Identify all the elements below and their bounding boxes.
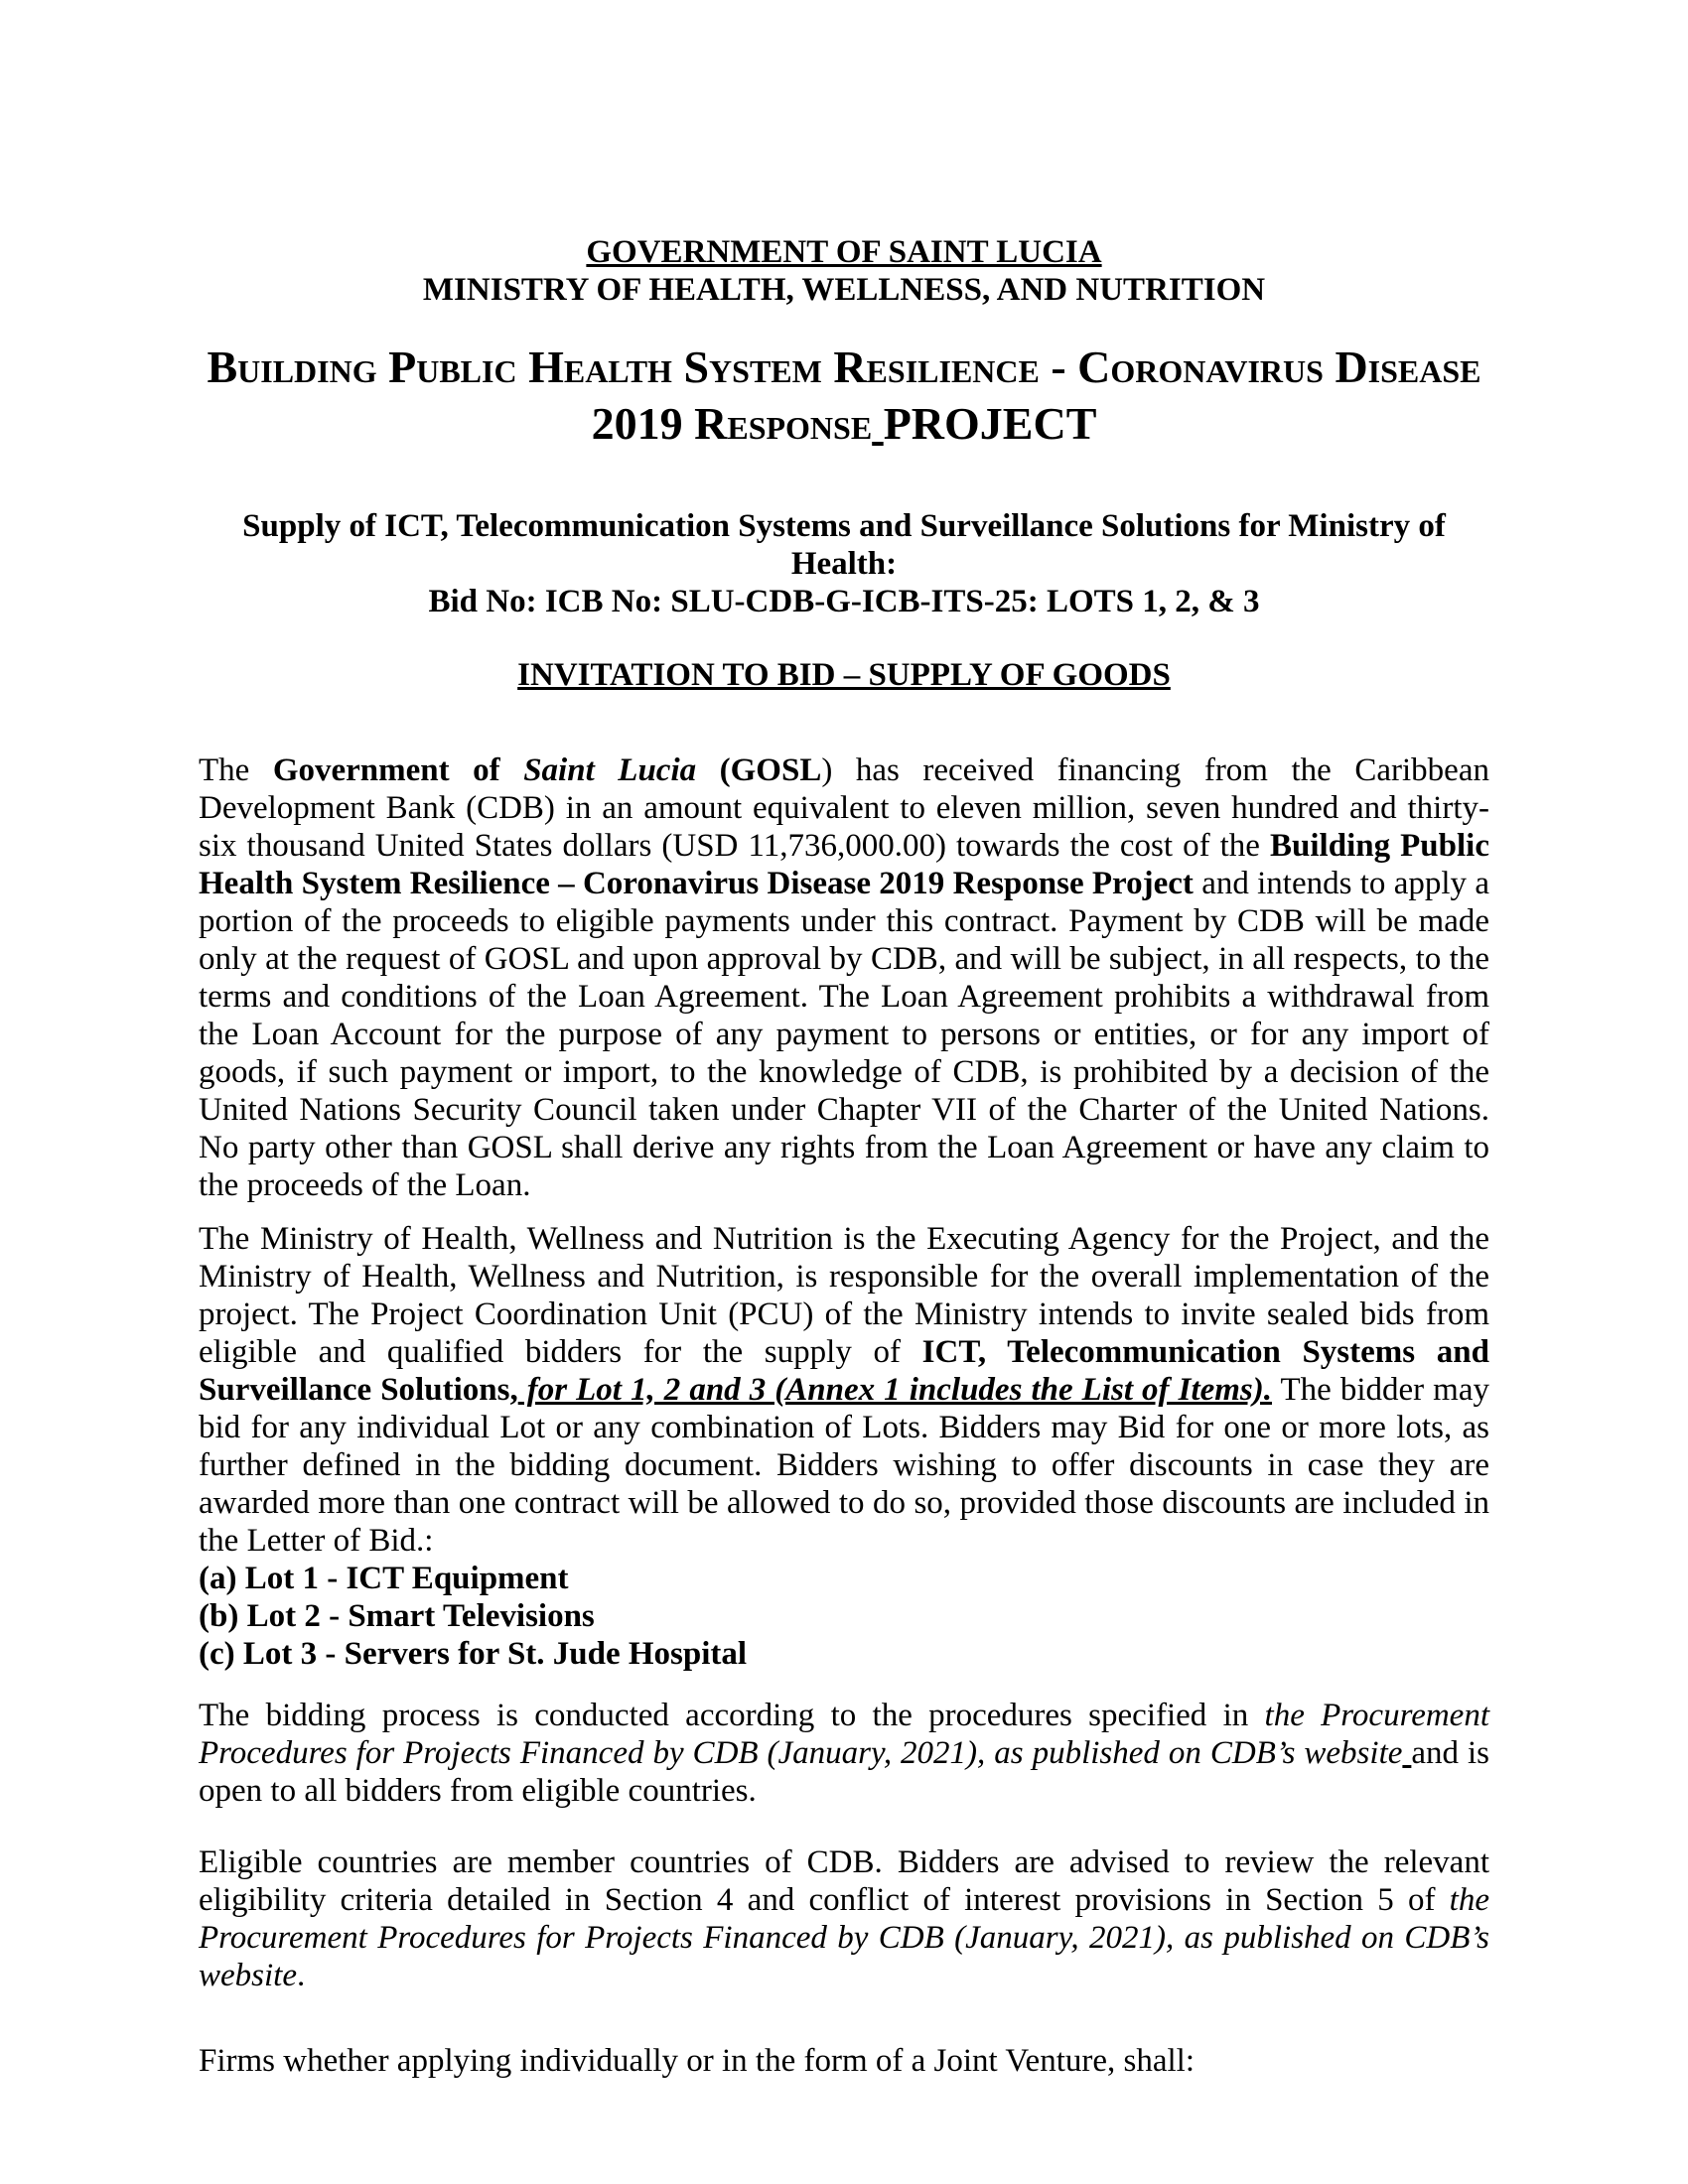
bidding-process-paragraph: The bidding process is conducted according to the procedures specified in the Procurement Procedures for Projects Financed by CDB (January, 2021), as published on CDB’s website and is open to all bidders from eligible countries. [199, 1698, 1490, 1809]
eligible-countries-paragraph: Eligible countries are member countries of CDB. Bidders are advised to review the relevant eligibility criteria detailed in Section 4 and conflict of interest provisions in Section 5 of the Procurement Procedures for Projects Financed by CDB (January, 2021), as published on CDB’s website. [199, 1844, 1489, 1993]
lot-item-2: (b) Lot 2 - Smart Televisions [199, 1598, 595, 1634]
project-title [129, 339, 1559, 452]
project-title-line2: 2019 Response PROJECT [591, 398, 1097, 449]
bid-number-line: Bid No: ICB No: SLU-CDB-G-ICB-ITS-25: LOTS 1, 2, & 3 [428, 584, 1260, 619]
supply-subtitle-line: Supply of ICT, Telecommunication Systems and Surveillance Solutions for Ministry of Health: [242, 508, 1446, 582]
ministry-heading: MINISTRY OF HEALTH, WELLNESS, AND NUTRITION [422, 272, 1266, 308]
invitation-heading: INVITATION TO BID – SUPPLY OF GOODS [517, 657, 1171, 693]
document-header [199, 233, 1489, 309]
lot-item-1: (a) Lot 1 - ICT Equipment [199, 1561, 569, 1596]
bid-subtitle [199, 507, 1489, 620]
firms-paragraph: Firms whether applying individually or in the form of a Joint Venture, shall: [199, 2043, 1195, 2079]
lot-item-3: (c) Lot 3 - Servers for St. Jude Hospital [199, 1636, 748, 1672]
project-title-line1: Building Public Health System Resilience - Coronavirus Disease [207, 341, 1481, 392]
executing-agency-paragraph: The Ministry of Health, Wellness and Nutrition is the Executing Agency for the Project, and the Ministry of Health, Wellness and Nutrition, is responsible for the overall implementation of the project. The Project Coordination Unit (PCU) of the Ministry intends to invite sealed bids from eligible and qualified bidders for the supply of ICT, Telecommunication Systems and Surveillance Solutions, for Lot 1, 2 and 3 (Annex 1 includes the List of Items). The bidder may bid for any individual Lot or any combination of Lots. Bidders may Bid for one or more lots, as further defined in the bidding document. Bidders wishing to offer discounts in case they are awarded more than one contract will be allowed to do so, provided those discounts are included in the Letter of Bid.: [199, 1221, 1489, 1559]
government-heading: GOVERNMENT OF SAINT LUCIA [586, 234, 1102, 270]
financing-paragraph: The Government of Saint Lucia (GOSL) has received financing from the Caribbean Development Bank (CDB) in an amount equivalent to eleven million, seven hundred and thirty-six thousand United States dollars (USD 11,736,000.00) towards the cost of the Building Public Health System Resilience – Coronavirus Disease 2019 Response Project and intends to apply a portion of the proceeds to eligible payments under this contract. Payment by CDB will be made only at the request of GOSL and upon approval by CDB, and will be subject, in all respects, to the terms and conditions of the Loan Agreement. The Loan Agreement prohibits a withdrawal from the Loan Account for the purpose of any payment to persons or entities, or for any import of goods, if such payment or import, to the knowledge of CDB, is prohibited by a decision of the United Nations Security Council taken under Chapter VII of the Charter of the United Nations. No party other than GOSL shall derive any rights from the Loan Agreement or have any claim to the proceeds of the Loan. [199, 752, 1489, 1203]
lots-list [199, 1560, 1489, 1673]
